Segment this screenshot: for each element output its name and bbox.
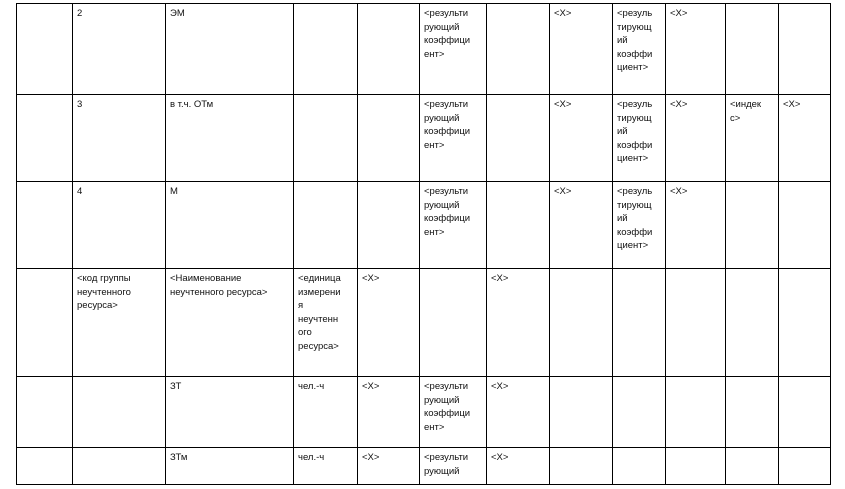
table-cell [613,269,666,377]
cell-text: М [170,186,178,197]
cell-text: <X> [554,99,572,110]
table-cell [420,4,487,95]
cell-text: <X> [554,8,572,19]
cell-text: 2 [77,8,83,19]
table-cell [666,269,726,377]
table-cell [666,182,726,269]
table-cell [666,95,726,182]
cell-text: <результи рующий коэффици ент> [424,186,471,238]
cell-text: ЭМ [170,8,185,19]
table-row [17,182,831,269]
cell-text: <код группы неучтенного ресурса> [77,273,131,312]
table-cell [420,377,487,448]
table-cell [613,448,666,485]
table-cell [73,95,166,182]
table-cell [358,4,420,95]
table-cell [17,182,73,269]
table-cell [73,448,166,485]
table-cell [550,95,613,182]
table-cell [166,377,294,448]
table-row [17,377,831,448]
table-cell [613,4,666,95]
table-cell [779,182,831,269]
cell-text: <X> [491,452,509,463]
cell-text: ЗТ [170,381,182,392]
table-cell [73,182,166,269]
table-cell [779,448,831,485]
cell-text: <X> [670,8,688,19]
table-cell [420,95,487,182]
table-cell [17,95,73,182]
table-cell [420,269,487,377]
cell-text: <результи рующий [424,452,469,477]
table-cell [613,377,666,448]
table-cell [294,4,358,95]
table-cell [779,4,831,95]
cell-text: ЗТм [170,452,188,463]
cell-text: <X> [362,452,380,463]
table-cell [487,269,550,377]
table-row [17,95,831,182]
table-cell [550,182,613,269]
table-cell [166,4,294,95]
table-cell [358,182,420,269]
cell-text: <Наименование неучтенного ресурса> [170,273,268,298]
table-cell [726,182,779,269]
table-cell [666,448,726,485]
cell-text: <X> [783,99,801,110]
table-cell [487,448,550,485]
table-cell [487,182,550,269]
table-cell [726,4,779,95]
table-row [17,269,831,377]
cell-text: <X> [362,381,380,392]
table-cell [294,377,358,448]
estimate-table [16,3,831,485]
table-cell [726,269,779,377]
table-row [17,448,831,485]
table-cell [779,269,831,377]
table-cell [487,4,550,95]
cell-text: <индек с> [730,99,762,124]
table-cell [550,4,613,95]
table-cell [726,377,779,448]
table-cell [666,4,726,95]
table-cell [166,269,294,377]
cell-text: <резуль тирующ ий коэффи циент> [617,186,653,252]
cell-text: <результи рующий коэффици ент> [424,8,471,60]
table-cell [358,95,420,182]
table-cell [294,448,358,485]
cell-text: <единица измерени я неучтенн ого ресурса> [298,273,341,352]
table-cell [294,95,358,182]
table-cell [779,377,831,448]
table-body [17,4,831,485]
table-cell [358,269,420,377]
table-cell [73,4,166,95]
cell-text: <X> [670,186,688,197]
table-cell [358,377,420,448]
cell-text: чел.-ч [298,452,325,463]
cell-text: чел.-ч [298,381,325,392]
cell-text: <X> [491,381,509,392]
table-cell [358,448,420,485]
table-cell [420,448,487,485]
table-cell [17,448,73,485]
table-cell [17,4,73,95]
table-cell [550,377,613,448]
cell-text: <X> [670,99,688,110]
cell-text: <X> [362,273,380,284]
cell-text: в т.ч. ОТм [170,99,214,110]
cell-text: <результи рующий коэффици ент> [424,99,471,151]
table-cell [726,95,779,182]
table-cell [550,269,613,377]
table-cell [294,182,358,269]
table-cell [17,377,73,448]
cell-text: <резуль тирующ ий коэффи циент> [617,8,653,74]
table-cell [73,377,166,448]
table-row [17,4,831,95]
table-cell [550,448,613,485]
table-cell [294,269,358,377]
table-cell [166,95,294,182]
table-cell [613,95,666,182]
table-cell [420,182,487,269]
cell-text: <X> [554,186,572,197]
table-cell [726,448,779,485]
cell-text: 4 [77,186,83,197]
cell-text: <результи рующий коэффици ент> [424,381,471,433]
table-cell [487,95,550,182]
table-cell [17,269,73,377]
cell-text: <резуль тирующ ий коэффи циент> [617,99,653,165]
table-cell [779,95,831,182]
table-cell [166,182,294,269]
cell-text: <X> [491,273,509,284]
table-cell [73,269,166,377]
table-cell [613,182,666,269]
cell-text: 3 [77,99,83,110]
table-cell [166,448,294,485]
table-cell [666,377,726,448]
table-cell [487,377,550,448]
